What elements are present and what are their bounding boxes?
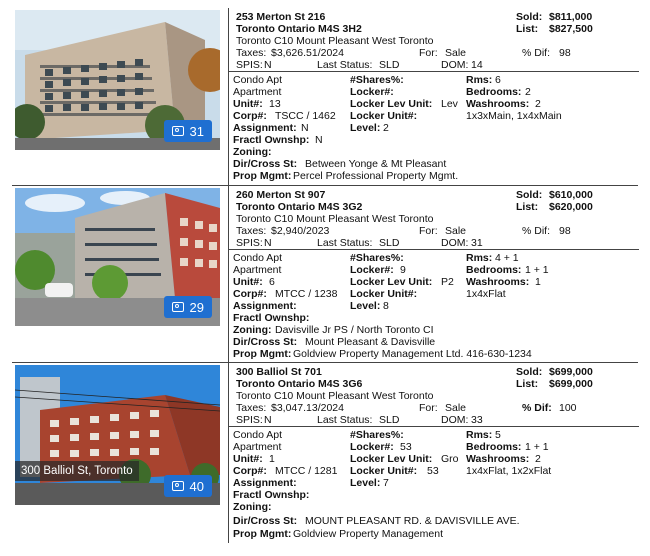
for-value: Sale [445, 47, 467, 59]
washroom-detail: 1x3xMain, 1x4xMain [466, 110, 562, 122]
washrooms: 1 [535, 276, 541, 288]
prop-mgmt: Goldview Property Management [293, 528, 443, 540]
last-status-label: Last Status: [317, 237, 373, 249]
washrooms-label: Washrooms: [466, 276, 530, 288]
locker-lev-label: Locker Lev Unit: [350, 276, 433, 288]
last-status-label: Last Status: [317, 59, 373, 71]
corp: MTCC / 1238 [275, 288, 338, 300]
washrooms: 2 [535, 98, 541, 110]
bedrooms: 1 + 1 [525, 264, 549, 276]
dom: 14 [471, 59, 483, 71]
prop-mgmt-label: Prop Mgmt: [233, 348, 292, 360]
corp: MTCC / 1281 [275, 465, 338, 477]
listing-info-3 [228, 363, 639, 543]
rms-label: Rms: [466, 252, 493, 264]
list-label: List: [516, 201, 539, 213]
level: 7 [383, 477, 389, 489]
unit: 13 [269, 98, 281, 110]
unit-label: Unit#: [233, 276, 263, 288]
for-label: For: [419, 225, 438, 237]
sold-price: $699,000 [549, 366, 593, 378]
photo-count-2: 29 [189, 299, 204, 315]
locker-unit-label: Locker Unit#: [350, 288, 418, 300]
for-label: For: [419, 402, 438, 414]
locker-lev-label: Locker Lev Unit: [350, 453, 433, 465]
gallery-icon [172, 481, 184, 491]
photo-caption-3: 300 Balliol St, Toronto [15, 461, 139, 481]
taxes: $3,626.51/2024 [271, 47, 344, 59]
cross-st: Between Yonge & Mt Pleasant [305, 158, 447, 170]
unit: 6 [269, 276, 275, 288]
area: Toronto C10 Mount Pleasant West Toronto [236, 390, 434, 402]
address: 253 Merton St 216 [236, 11, 326, 23]
rms: 5 [495, 429, 501, 441]
divider [229, 426, 639, 427]
unit-label: Unit#: [233, 98, 263, 110]
pct-dif-label: % Dif: [522, 402, 552, 414]
gallery-icon [172, 302, 184, 312]
cross-st-label: Dir/Cross St: [233, 336, 298, 348]
type1: Condo Apt [233, 429, 283, 441]
address: 260 Merton St 907 [236, 189, 326, 201]
locker-lev: P2 [441, 276, 454, 288]
locker: 9 [400, 264, 406, 276]
listing-card-2 [12, 186, 638, 362]
sold-price: $811,000 [549, 11, 593, 23]
shares-label: #Shares%: [350, 74, 404, 86]
washroom-detail: 1x4xFlat, 1x2xFlat [466, 465, 552, 477]
area: Toronto C10 Mount Pleasant West Toronto [236, 213, 434, 225]
for-value: Sale [445, 402, 467, 414]
level-label: Level: [350, 300, 381, 312]
sold-label: Sold: [516, 366, 543, 378]
washrooms-label: Washrooms: [466, 98, 530, 110]
type2: Apartment [233, 441, 282, 453]
spis-label: SPIS: [236, 59, 263, 71]
area: Toronto C10 Mount Pleasant West Toronto [236, 35, 434, 47]
locker-label: Locker#: [350, 264, 394, 276]
fractl: N [315, 134, 323, 146]
divider [229, 71, 639, 72]
listing-photo-1[interactable] [15, 10, 220, 150]
cross-st-label: Dir/Cross St: [233, 515, 298, 527]
zoning: Davisville Jr PS / North Toronto CI [275, 324, 434, 336]
cross-st: MOUNT PLEASANT RD. & DAVISVILLE AVE. [305, 515, 520, 527]
list-price: $827,500 [549, 23, 593, 35]
level-label: Level: [350, 477, 381, 489]
type1: Condo Apt [233, 252, 283, 264]
assignment-label: Assignment: [233, 300, 297, 312]
locker-lev: Lev [441, 98, 458, 110]
bedrooms-label: Bedrooms: [466, 264, 522, 276]
address: 300 Balliol St 701 [236, 366, 322, 378]
divider [229, 249, 639, 250]
bedrooms: 2 [525, 86, 531, 98]
city-line: Toronto Ontario M4S 3G2 [236, 201, 363, 213]
spis-label: SPIS: [236, 237, 263, 249]
locker-label: Locker#: [350, 86, 394, 98]
photo-count-3: 40 [189, 478, 204, 494]
city-line: Toronto Ontario M4S 3G6 [236, 378, 363, 390]
photo-count-badge-2[interactable] [164, 296, 212, 318]
assignment-label: Assignment: [233, 477, 297, 489]
zoning-label: Zoning: [233, 146, 272, 158]
listing-info-2 [228, 186, 639, 362]
pct-dif-label: % Dif: [522, 225, 551, 237]
assignment: N [301, 122, 309, 134]
taxes-label: Taxes: [236, 47, 267, 59]
assignment-label: Assignment: [233, 122, 297, 134]
last-status: SLD [379, 59, 400, 71]
spis: N [264, 414, 272, 426]
cross-st-label: Dir/Cross St: [233, 158, 298, 170]
list-price: $699,000 [549, 378, 593, 390]
taxes-label: Taxes: [236, 402, 267, 414]
for-label: For: [419, 47, 438, 59]
photo-count-badge-3[interactable] [164, 475, 212, 497]
spis: N [264, 59, 272, 71]
locker-unit-label: Locker Unit#: [350, 465, 418, 477]
prop-mgmt-label: Prop Mgmt: [233, 528, 292, 540]
type2: Apartment [233, 86, 282, 98]
rms-label: Rms: [466, 74, 493, 86]
listing-photo-2[interactable] [15, 188, 220, 326]
bedrooms-label: Bedrooms: [466, 441, 522, 453]
pct-dif: 98 [559, 225, 571, 237]
gallery-icon [172, 126, 184, 136]
locker-unit-label: Locker Unit#: [350, 110, 418, 122]
locker-lev: Gro [441, 453, 459, 465]
sold-label: Sold: [516, 11, 543, 23]
last-status-label: Last Status: [317, 414, 373, 426]
listing-info-1 [228, 8, 639, 185]
spis: N [264, 237, 272, 249]
shares-label: #Shares%: [350, 429, 404, 441]
corp-label: Corp#: [233, 465, 267, 477]
unit-label: Unit#: [233, 453, 263, 465]
photo-count-1: 31 [189, 123, 204, 139]
spis-label: SPIS: [236, 414, 263, 426]
level: 2 [383, 122, 389, 134]
fractl-label: Fractl Ownshp: [233, 134, 310, 146]
taxes: $3,047.13/2024 [271, 402, 344, 414]
type1: Condo Apt [233, 74, 283, 86]
prop-mgmt: Goldview Property Management Ltd. 416-630-1234 [293, 348, 532, 360]
dom-label: DOM: [441, 414, 469, 426]
locker-lev-label: Locker Lev Unit: [350, 98, 433, 110]
locker-label: Locker#: [350, 441, 394, 453]
locker: 53 [400, 441, 412, 453]
level-label: Level: [350, 122, 381, 134]
corp-label: Corp#: [233, 110, 267, 122]
list-label: List: [516, 23, 539, 35]
zoning-label: Zoning: [233, 501, 272, 513]
dom-label: DOM: [441, 237, 469, 249]
bedrooms-label: Bedrooms: [466, 86, 522, 98]
listing-photo-3[interactable] [15, 365, 220, 505]
washroom-detail: 1x4xFlat [466, 288, 506, 300]
shares-label: #Shares%: [350, 252, 404, 264]
list-label: List: [516, 378, 539, 390]
for-value: Sale [445, 225, 467, 237]
listing-card-3 [12, 363, 638, 543]
washrooms: 2 [535, 453, 541, 465]
corp-label: Corp#: [233, 288, 267, 300]
unit: 1 [269, 453, 275, 465]
cross-st: Mount Pleasant & Davisville [305, 336, 436, 348]
prop-mgmt-label: Prop Mgmt: [233, 170, 292, 182]
fractl-label: Fractl Ownshp: [233, 312, 310, 324]
photo-count-badge-1[interactable] [164, 120, 212, 142]
rms: 4 + 1 [495, 252, 519, 264]
sold-label: Sold: [516, 189, 543, 201]
locker-unit: 53 [427, 465, 439, 477]
last-status: SLD [379, 414, 400, 426]
zoning-label: Zoning: [233, 324, 272, 336]
rms: 6 [495, 74, 501, 86]
washrooms-label: Washrooms: [466, 453, 530, 465]
dom: 31 [471, 237, 483, 249]
dom-label: DOM: [441, 59, 469, 71]
type2: Apartment [233, 264, 282, 276]
fractl-label: Fractl Ownshp: [233, 489, 310, 501]
level: 8 [383, 300, 389, 312]
last-status: SLD [379, 237, 400, 249]
rms-label: Rms: [466, 429, 493, 441]
list-price: $620,000 [549, 201, 593, 213]
pct-dif: 98 [559, 47, 571, 59]
pct-dif: 100 [559, 402, 577, 414]
listing-card-1 [12, 8, 638, 185]
city-line: Toronto Ontario M4S 3H2 [236, 23, 362, 35]
taxes-label: Taxes: [236, 225, 267, 237]
dom: 33 [471, 414, 483, 426]
pct-dif-label: % Dif: [522, 47, 551, 59]
bedrooms: 1 + 1 [525, 441, 549, 453]
taxes: $2,940/2023 [271, 225, 330, 237]
prop-mgmt: Percel Professional Property Mgmt. [293, 170, 459, 182]
corp: TSCC / 1462 [275, 110, 336, 122]
sold-price: $610,000 [549, 189, 593, 201]
